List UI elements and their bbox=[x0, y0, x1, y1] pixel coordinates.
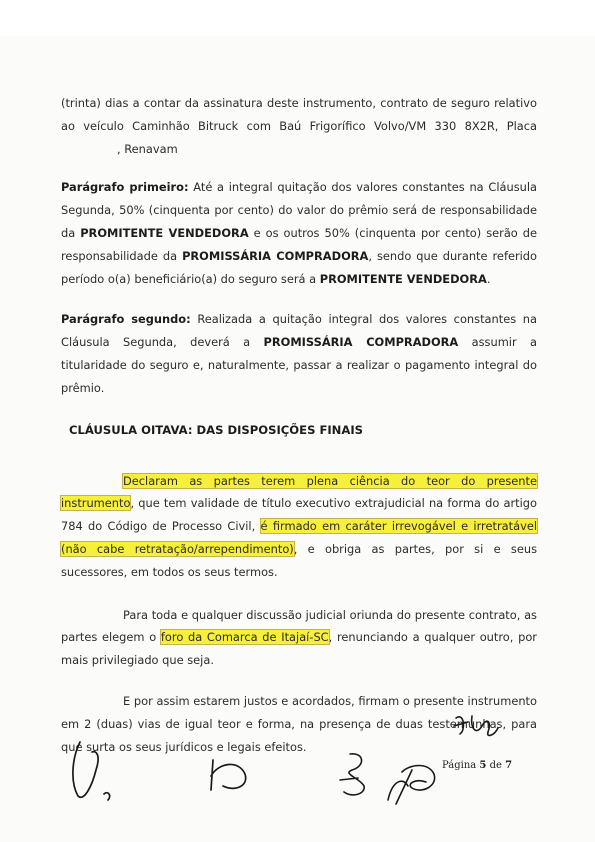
highlight-ciencia: Declaram as partes terem plena ciência do teor do presente instrumento bbox=[61, 473, 537, 511]
paragraph-primeiro-text-4: . bbox=[486, 271, 491, 286]
paragraph-declaram-text-2: , e obriga as partes, por si e seus sucessores, em todos os seus termos. bbox=[61, 541, 537, 579]
paragraph-foro bbox=[61, 604, 537, 672]
paragraph-declaram bbox=[61, 470, 537, 584]
paragraph-primeiro-label: Parágrafo primeiro: bbox=[61, 180, 189, 195]
signature-2 bbox=[205, 752, 261, 798]
intro-tail: , Renavam bbox=[117, 141, 178, 156]
paragraph-segundo bbox=[61, 308, 537, 399]
party-vendedora-2: PROMITENTE VENDEDORA bbox=[319, 271, 487, 286]
paragraph-intro bbox=[61, 92, 537, 160]
signature-4 bbox=[382, 752, 444, 808]
party-vendedora: PROMITENTE VENDEDORA bbox=[80, 225, 249, 240]
paragraph-final: E por assim estarem justos e acordados, firmam o presente instrumento em 2 (duas) vias de igual teor e forma, na presença de duas testemunhas, para que surta os seus jurídicos e legais efeitos. bbox=[61, 693, 537, 754]
paragraph-foro-text-1: Para toda e qualquer discussão judicial oriunda do presente contrato, as partes elegem o bbox=[61, 607, 537, 645]
highlight-foro: foro da Comarca de Itajaí-SC bbox=[160, 630, 329, 645]
page-current: 5 bbox=[479, 760, 487, 771]
paragraph-segundo-text-2: assumir a titularidade do seguro e, naturalmente, passar a realizar o pagamento integral do prêmio. bbox=[61, 335, 538, 395]
paragraph-declaram-text-1: , que tem validade de título executivo extrajudicial na forma do artigo 784 do Código de Processo Civil, bbox=[61, 496, 537, 534]
party-compradora: PROMISSÁRIA COMPRADORA bbox=[182, 248, 369, 263]
signature-1 bbox=[62, 736, 126, 806]
paragraph-primeiro-text-2: e os outros 50% (cinquenta por cento) serão de responsabilidade da bbox=[61, 225, 537, 263]
initials-signature bbox=[452, 708, 500, 742]
paragraph-primeiro-text-3: , sendo que durante referido período o(a) beneficiário(a) do seguro será a bbox=[61, 248, 538, 286]
paragraph-segundo-text-1: Realizada a quitação integral dos valores constantes na Cláusula Segunda, deverá a bbox=[61, 312, 537, 350]
page-number-prefix: Página bbox=[442, 760, 480, 771]
party-compradora-2: PROMISSÁRIA COMPRADORA bbox=[263, 335, 459, 350]
document-body bbox=[61, 92, 537, 758]
paragraph-segundo-label: Parágrafo segundo: bbox=[61, 312, 191, 327]
signature-3 bbox=[330, 748, 378, 804]
paragraph-primeiro bbox=[61, 176, 537, 290]
scan-top-band bbox=[0, 0, 595, 36]
page-total: 7 bbox=[505, 760, 513, 771]
highlight-irrevogavel: é firmado em caráter irrevogável e irretratável (não cabe retratação/arrependimento) bbox=[61, 519, 537, 556]
paragraph-primeiro-text-1: Até a integral quitação dos valores constantes na Cláusula Segunda, 50% (cinquenta por cento) do valor do prêmio será de responsabilidade da bbox=[61, 180, 537, 240]
paragraph-foro-text-2: , renunciando a qualquer outro, por mais privilegiado que seja. bbox=[61, 630, 537, 668]
clause-heading: CLÁUSULA OITAVA: DAS DISPOSIÇÕES FINAIS bbox=[69, 422, 364, 437]
intro-text: (trinta) dias a contar da assinatura deste instrumento, contrato de seguro relativo ao veículo Caminhão Bitruck com Baú Frigorífico Volvo/VM 330 8X2R, Placa bbox=[61, 96, 537, 133]
page-number-middle: de bbox=[486, 760, 506, 771]
page-number bbox=[442, 760, 512, 771]
